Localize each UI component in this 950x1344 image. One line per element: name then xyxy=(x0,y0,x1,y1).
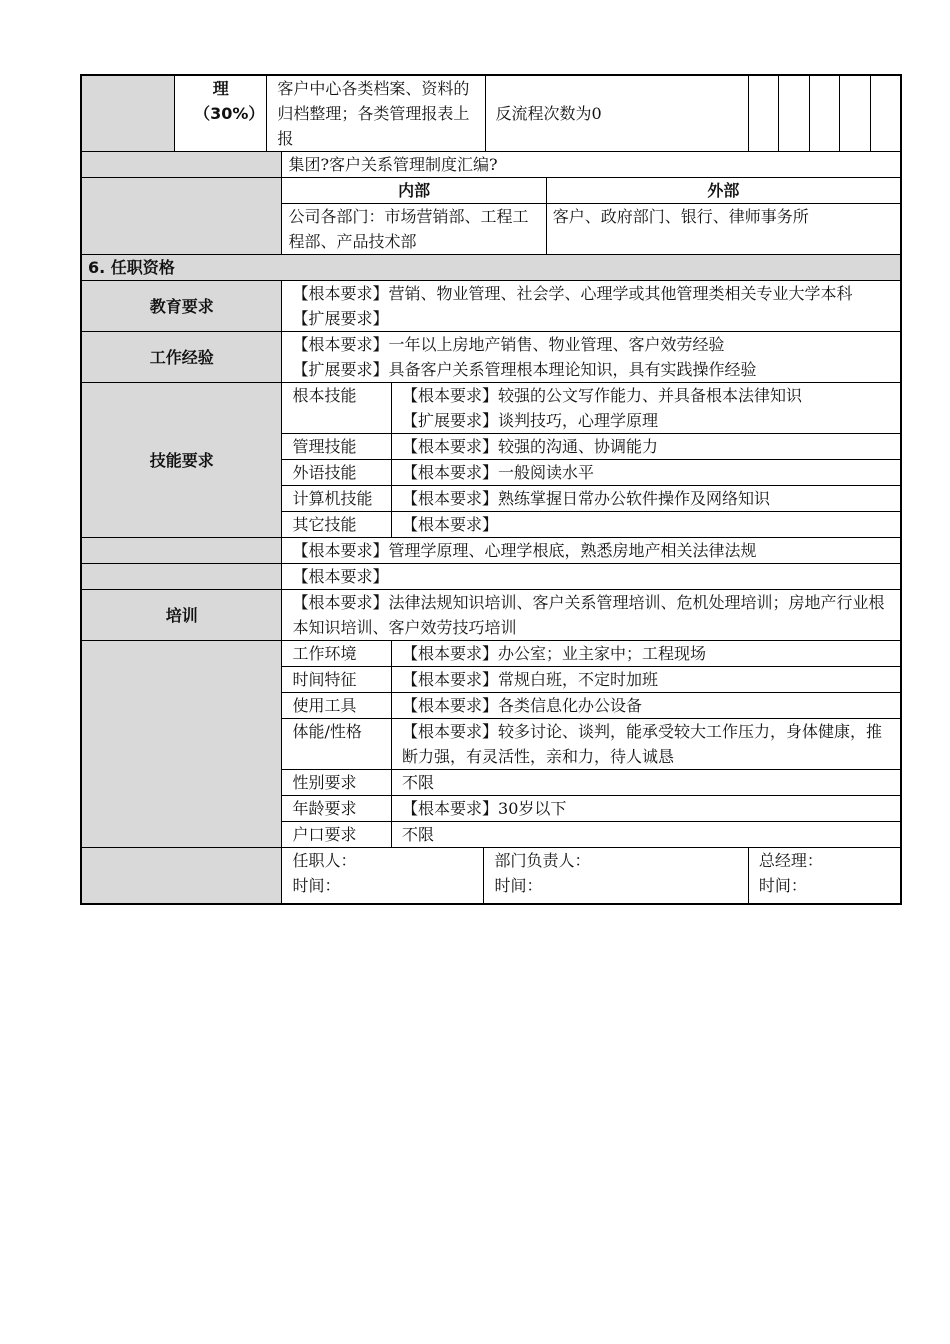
knowledge-label-cell xyxy=(81,538,282,564)
skill-name: 外语技能 xyxy=(282,460,392,486)
other-requirement-value: 【根本要求】常规白班，不定时加班 xyxy=(392,667,901,693)
kpi-content: 客户中心各类档案、资料的归档整理；各类管理报表上报 xyxy=(267,75,485,152)
other-requirement-name: 工作环境 xyxy=(282,641,392,667)
kpi-category xyxy=(174,75,266,152)
skill-line: 【扩展要求】谈判技巧，心理学原理 xyxy=(402,411,659,430)
education-basic: 【根本要求】营销、物业管理、社会学、心理学或其他管理类相关专业大学本科 xyxy=(292,284,853,303)
skill-value xyxy=(392,383,901,434)
kpi-score-1 xyxy=(748,75,778,152)
internal-header: 内部 xyxy=(282,178,546,204)
other-requirement-value: 【根本要求】较多讨论、谈判，能承受较大工作压力，身体健康，推断力强，有灵活性，亲和力，待人诚恳 xyxy=(392,719,901,770)
relations-header-row xyxy=(81,178,901,204)
blank-requirement-text: 【根本要求】 xyxy=(282,564,901,590)
docs-row xyxy=(81,152,901,178)
training-row xyxy=(81,590,901,641)
skill-row xyxy=(81,383,901,434)
kpi-score-2 xyxy=(778,75,809,152)
other-requirement-name: 体能/性格 xyxy=(282,719,392,770)
kpi-score-3 xyxy=(810,75,840,152)
dept-head-label: 部门负责人： xyxy=(494,851,591,870)
other-requirement-name: 使用工具 xyxy=(282,693,392,719)
knowledge-row xyxy=(81,538,901,564)
holder-time-label: 时间： xyxy=(292,876,341,895)
job-description-page xyxy=(80,74,902,905)
other-requirement-name: 户口要求 xyxy=(282,822,392,848)
kpi-category-line2: （30%） xyxy=(194,104,265,123)
skill-name: 其它技能 xyxy=(282,512,392,538)
blank-requirement-row xyxy=(81,564,901,590)
dept-head-signature xyxy=(484,848,748,904)
experience-content xyxy=(282,332,901,383)
section-6-row xyxy=(81,255,901,281)
gm-label: 总经理： xyxy=(758,851,823,870)
kpi-row xyxy=(81,75,901,152)
experience-label: 工作经验 xyxy=(81,332,282,383)
docs-text: 集团?客户关系管理制度汇编? xyxy=(282,152,901,178)
external-text: 客户、政府部门、银行、律师事务所 xyxy=(546,204,901,255)
other-requirement-name: 性别要求 xyxy=(282,770,392,796)
job-description-table xyxy=(80,74,902,905)
skill-value: 【根本要求】 xyxy=(392,512,901,538)
kpi-score-4 xyxy=(840,75,871,152)
skill-value: 【根本要求】较强的沟通、协调能力 xyxy=(392,434,901,460)
training-label: 培训 xyxy=(81,590,282,641)
other-requirement-name: 年龄要求 xyxy=(282,796,392,822)
gm-time-label: 时间： xyxy=(758,876,807,895)
other-requirement-value: 【根本要求】30岁以下 xyxy=(392,796,901,822)
education-extended: 【扩展要求】 xyxy=(292,309,389,328)
skill-name: 计算机技能 xyxy=(282,486,392,512)
experience-basic: 【根本要求】一年以上房地产销售、物业管理、客户效劳经验 xyxy=(292,335,725,354)
training-text: 【根本要求】法律法规知识培训、客户关系管理培训、危机处理培训；房地产行业根本知识培训、客户效劳技巧培训 xyxy=(282,590,901,641)
other-label-cell xyxy=(81,641,282,848)
education-content xyxy=(282,281,901,332)
kpi-category-line1: 理 xyxy=(212,79,229,98)
kpi-row-left-cell xyxy=(81,75,174,152)
other-requirement-row xyxy=(81,641,901,667)
skill-line: 【根本要求】较强的公文写作能力、并具备根本法律知识 xyxy=(402,386,803,405)
education-label: 教育要求 xyxy=(81,281,282,332)
other-requirement-value: 【根本要求】各类信息化办公设备 xyxy=(392,693,901,719)
holder-label: 任职人： xyxy=(292,851,357,870)
other-requirement-value: 不限 xyxy=(392,770,901,796)
blank-label-cell xyxy=(81,564,282,590)
skill-value: 【根本要求】一般阅读水平 xyxy=(392,460,901,486)
knowledge-text: 【根本要求】管理学原理、心理学根底，熟悉房地产相关法律法规 xyxy=(282,538,901,564)
relations-label-cell xyxy=(81,178,282,255)
gm-signature xyxy=(748,848,901,904)
signature-label-cell xyxy=(81,848,282,904)
other-requirement-value: 不限 xyxy=(392,822,901,848)
skill-name: 根本技能 xyxy=(282,383,392,434)
skills-label: 技能要求 xyxy=(81,383,282,538)
dept-time-label: 时间： xyxy=(494,876,543,895)
signature-row xyxy=(81,848,901,904)
kpi-indicator: 反流程次数为0 xyxy=(485,75,748,152)
kpi-score-5 xyxy=(871,75,901,152)
section-6-title: 6. 任职资格 xyxy=(81,255,901,281)
skill-name: 管理技能 xyxy=(282,434,392,460)
experience-row xyxy=(81,332,901,383)
experience-extended: 【扩展要求】具备客户关系管理根本理论知识，具有实践操作经验 xyxy=(292,360,757,379)
docs-label-cell xyxy=(81,152,282,178)
education-row xyxy=(81,281,901,332)
other-requirement-name: 时间特征 xyxy=(282,667,392,693)
holder-signature xyxy=(282,848,484,904)
internal-text: 公司各部门：市场营销部、工程工程部、产品技术部 xyxy=(282,204,546,255)
other-requirement-value: 【根本要求】办公室；业主家中；工程现场 xyxy=(392,641,901,667)
skill-value: 【根本要求】熟练掌握日常办公软件操作及网络知识 xyxy=(392,486,901,512)
external-header: 外部 xyxy=(546,178,901,204)
